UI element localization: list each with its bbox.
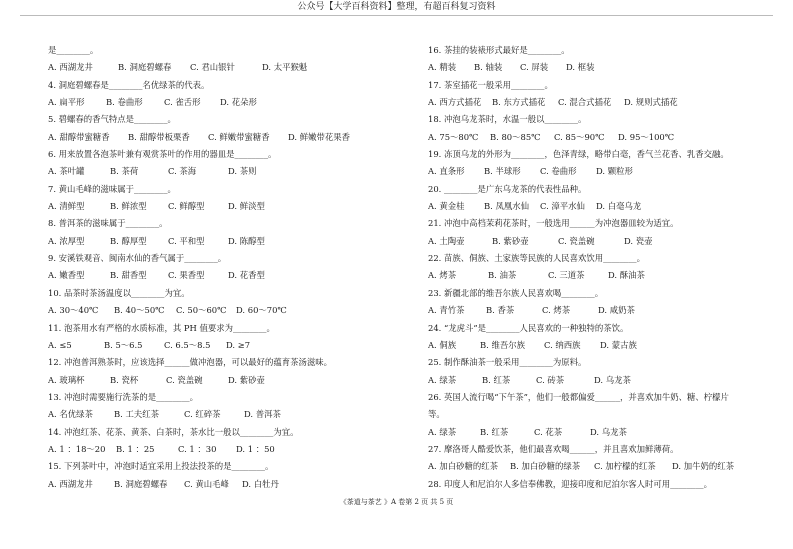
- answer-options: [428, 302, 790, 319]
- answer-option: D. 酥油茶: [608, 270, 645, 281]
- page-footer: 《茶道与茶艺 》A 卷第 2 页 共 5 页: [339, 498, 454, 506]
- answer-option: C. 屏装: [520, 62, 549, 73]
- answer-option: B. 卷曲形: [106, 97, 143, 108]
- right-column: [428, 42, 790, 493]
- answer-option: C. 君山银针: [190, 62, 235, 73]
- answer-option: A. 1 ：18～20: [48, 443, 106, 454]
- question-text: 等。: [428, 409, 445, 420]
- header-divider: [20, 15, 773, 16]
- question-text: 9. 安溪铁观音、闽南水仙的香气属于________。: [48, 253, 227, 264]
- answer-option: B. 红茶: [482, 374, 511, 385]
- answer-option: C. 平和型: [168, 235, 205, 246]
- answer-option: A. 青竹茶: [428, 305, 465, 316]
- answer-option: C. 混合式插花: [558, 97, 612, 108]
- answer-option: B. 40～50℃: [114, 305, 165, 316]
- answer-option: B. 红茶: [480, 426, 509, 437]
- answer-option: B. 洞庭碧螺春: [114, 478, 168, 489]
- question-text: 13. 冲泡时需要施行洗茶的是________。: [48, 391, 198, 402]
- answer-option: B. 工夫红茶: [114, 409, 159, 420]
- answer-option: A. 75～80℃: [428, 131, 479, 142]
- answer-option: C. 红碎茶: [184, 409, 221, 420]
- answer-option: A. 黄金桂: [428, 201, 465, 212]
- answer-options: [48, 302, 410, 319]
- answer-option: D. 花香型: [228, 270, 265, 281]
- answer-option: C. 瓷盖碗: [558, 235, 595, 246]
- answer-option: A. 精装: [428, 62, 457, 73]
- answer-option: C. 加柠檬的红茶: [594, 461, 656, 472]
- answer-option: B. 凤凰水仙: [484, 201, 529, 212]
- question-text: 10. 品茶时茶汤温度以________为宜。: [48, 287, 190, 298]
- answer-option: D. 颗粒形: [596, 166, 633, 177]
- answer-options: [48, 476, 410, 493]
- answer-option: B. 加白砂糖的绿茶: [510, 461, 581, 472]
- answer-options: [428, 94, 790, 111]
- answer-options: [428, 59, 790, 76]
- answer-option: C. 茶海: [168, 166, 197, 177]
- answer-option: B. 鲜浓型: [110, 201, 147, 212]
- answer-option: B. 瓷杯: [110, 374, 139, 385]
- answer-option: B. 紫砂壶: [492, 235, 529, 246]
- question-text: 25. 制作酥油茶一般采用________为原料。: [428, 357, 587, 368]
- answer-option: D. 框装: [566, 62, 595, 73]
- answer-option: A. 嫩香型: [48, 270, 85, 281]
- answer-option: B. 80～85℃: [490, 131, 541, 142]
- answer-options: [48, 163, 410, 180]
- answer-option: B. 油茶: [488, 270, 517, 281]
- question-text: 14. 冲泡红茶、花茶、黄茶、白茶时，茶水比一般以________为宜。: [48, 426, 299, 437]
- answer-option: A. 西方式插花: [428, 97, 482, 108]
- answer-option: D. 乌龙茶: [594, 374, 631, 385]
- left-column: [48, 42, 410, 493]
- answer-option: C. 瓷盖碗: [166, 374, 203, 385]
- answer-option: D. 白牡丹: [242, 478, 279, 489]
- question-text: 18. 冲泡乌龙茶时，水温一般以________。: [428, 114, 587, 125]
- answer-option: C. 花茶: [534, 426, 563, 437]
- question-text: 22. 苗族、侗族、土家族等民族的人民喜欢饮用________。: [428, 253, 645, 264]
- question-text: 23. 新疆北部的维吾尔族人民喜欢喝________。: [428, 287, 604, 298]
- answer-option: D. 蒙古族: [600, 339, 637, 350]
- answer-option: A. 绿茶: [428, 426, 457, 437]
- answer-options: [428, 129, 790, 146]
- question-text: 27. 摩洛哥人酷爱饮茶，他们最喜欢喝______，并且喜欢加鲜薄荷。: [428, 443, 679, 454]
- answer-option: C. 卷曲形: [540, 166, 577, 177]
- answer-option: D. 花朵形: [220, 97, 257, 108]
- answer-option: C. 三道茶: [548, 270, 585, 281]
- answer-option: B. 轴装: [474, 62, 503, 73]
- question-text: 16. 茶挂的装裱形式最好是________。: [428, 45, 570, 55]
- question-text: 12. 冲泡普洱熟茶时，应该选择______做冲泡器，可以最好的蕴育茶汤滋味。: [48, 357, 332, 368]
- answer-option: A. 西湖龙井: [48, 62, 93, 73]
- answer-option: D. 普洱茶: [244, 409, 281, 420]
- answer-options: [48, 233, 410, 250]
- answer-option: A. 浓厚型: [48, 235, 85, 246]
- answer-options: [428, 233, 790, 250]
- answer-option: A. 甜醇带蜜糖香: [48, 131, 110, 142]
- answer-option: C. 果香型: [168, 270, 205, 281]
- answer-option: B. 维吾尔族: [480, 339, 525, 350]
- answer-option: A. 加白砂糖的红茶: [428, 461, 498, 472]
- answer-option: C. 烤茶: [542, 305, 571, 316]
- question-text: 24. “龙虎斗”是________人民喜欢的一种独特的茶饮。: [428, 322, 629, 333]
- answer-option: B. 半球形: [484, 166, 521, 177]
- answer-options: [428, 267, 790, 284]
- answer-option: A. 清鲜型: [48, 201, 85, 212]
- answer-option: C. 雀舌形: [164, 97, 201, 108]
- answer-option: D. 加牛奶的红茶: [672, 461, 734, 472]
- answer-option: B. 洞庭碧螺春: [118, 62, 172, 73]
- question-text: 5. 碧螺春的香气特点是________。: [48, 114, 176, 125]
- answer-option: B. 香茶: [486, 305, 515, 316]
- answer-options: [428, 163, 790, 180]
- question-text: 4. 洞庭碧螺春是________名优绿茶的代表。: [48, 79, 210, 90]
- question-text: 11. 泡茶用水有严格的水质标准，其 PH 值要求为________。: [48, 322, 275, 333]
- question-text: 15. 下列茶叶中，冲泡时适宜采用上投法投茶的是________。: [48, 461, 274, 472]
- answer-option: D. 咸奶茶: [598, 305, 635, 316]
- answer-options: [428, 424, 790, 441]
- answer-option: D. 陈醇型: [228, 235, 265, 246]
- answer-options: [48, 406, 410, 423]
- answer-option: C. 1 ：30: [178, 443, 217, 454]
- answer-option: D. 95～100℃: [618, 131, 675, 142]
- answer-option: C. 砖茶: [536, 374, 565, 385]
- answer-options: [48, 267, 410, 284]
- answer-option: B. 醇厚型: [110, 235, 147, 246]
- answer-option: D. ≥7: [226, 339, 251, 350]
- answer-options: [428, 198, 790, 215]
- answer-option: D. 规则式插花: [624, 97, 678, 108]
- answer-option: C. 黄山毛峰: [184, 478, 229, 489]
- question-text: 20. ________是广东乌龙茶的代表性品种。: [428, 183, 587, 194]
- answer-options: [48, 198, 410, 215]
- answer-option: A. 直条形: [428, 166, 465, 177]
- answer-option: D. 鲜淡型: [228, 201, 265, 212]
- answer-option: A. 绿茶: [428, 374, 457, 385]
- answer-option: C. 6.5～8.5: [164, 339, 211, 350]
- answer-option: C. 85～90℃: [554, 131, 605, 142]
- page-header: 公众号【大学百科资料】整理，有超百科复习资料: [297, 2, 496, 12]
- answer-option: A. 土陶壶: [428, 235, 465, 246]
- answer-option: B. 甜醇带板栗香: [128, 131, 190, 142]
- answer-options: [48, 94, 410, 111]
- question-text: 26. 英国人流行喝“下午茶”，他们一般都偏爱______，并喜欢加牛奶、糖、柠檬片: [428, 391, 729, 402]
- answer-option: C. 鲜醇型: [168, 201, 205, 212]
- answer-options: [428, 372, 790, 389]
- answer-options: [428, 337, 790, 354]
- answer-option: D. 茶则: [228, 166, 257, 177]
- answer-option: D. 白毫乌龙: [596, 201, 642, 212]
- answer-option: D. 60～70℃: [236, 305, 287, 316]
- answer-option: A. 茶叶罐: [48, 166, 85, 177]
- answer-option: D. 1 ：50: [236, 443, 275, 454]
- answer-options: [48, 337, 410, 354]
- answer-option: D. 紫砂壶: [228, 374, 265, 385]
- answer-option: A. 扁平形: [48, 97, 85, 108]
- answer-option: A. ≤5: [48, 339, 72, 350]
- answer-option: C. 50～60℃: [176, 305, 227, 316]
- answer-option: A. 西湖龙井: [48, 478, 93, 489]
- question-text: 7. 黄山毛峰的滋味属于________。: [48, 183, 176, 194]
- answer-option: D. 太平猴魁: [262, 62, 308, 73]
- answer-option: B. 甜香型: [110, 270, 147, 281]
- answer-option: B. 东方式插花: [492, 97, 546, 108]
- answer-option: D. 瓷壶: [624, 235, 653, 246]
- question-text: 6. 用来放置各泡茶叶兼有观赏茶叶的作用的器皿是________。: [48, 149, 277, 160]
- answer-option: A. 烤茶: [428, 270, 457, 281]
- answer-option: C. 纳西族: [544, 339, 581, 350]
- question-text: 17. 茶室插花一般采用________。: [428, 79, 553, 90]
- answer-options: [48, 372, 410, 389]
- answer-option: D. 乌龙茶: [590, 426, 627, 437]
- answer-option: B. 1 ：25: [116, 443, 155, 454]
- answer-option: A. 名优绿茶: [48, 409, 93, 420]
- answer-option: B. 5～6.5: [104, 339, 143, 350]
- question-text: 是________。: [48, 45, 99, 55]
- answer-option: A. 30～40℃: [48, 305, 99, 316]
- answer-options: [428, 458, 790, 475]
- question-text: 19. 冻顶乌龙的外形为________，色泽青绿，略带白毫，香气兰花香、乳香交融。: [428, 149, 729, 160]
- answer-options: [48, 441, 410, 458]
- answer-option: A. 玻璃杯: [48, 374, 85, 385]
- answer-option: C. 漳平水仙: [540, 201, 585, 212]
- answer-options: [48, 59, 410, 76]
- answer-option: C. 鲜嫩带蜜糖香: [208, 131, 270, 142]
- question-text: 21. 冲泡中高档茉莉花茶时，一般选用______为冲泡器皿较为适宜。: [428, 218, 679, 229]
- answer-option: A. 侗族: [428, 339, 457, 350]
- question-text: 28. 印度人和尼泊尔人多信奉佛教，迎接印度和尼泊尔客人时可用________。: [428, 478, 712, 489]
- question-text: 8. 普洱茶的滋味属于________。: [48, 218, 168, 229]
- answer-option: B. 茶荷: [110, 166, 139, 177]
- answer-option: D. 鲜嫩带花果香: [288, 131, 350, 142]
- answer-options: [48, 129, 410, 146]
